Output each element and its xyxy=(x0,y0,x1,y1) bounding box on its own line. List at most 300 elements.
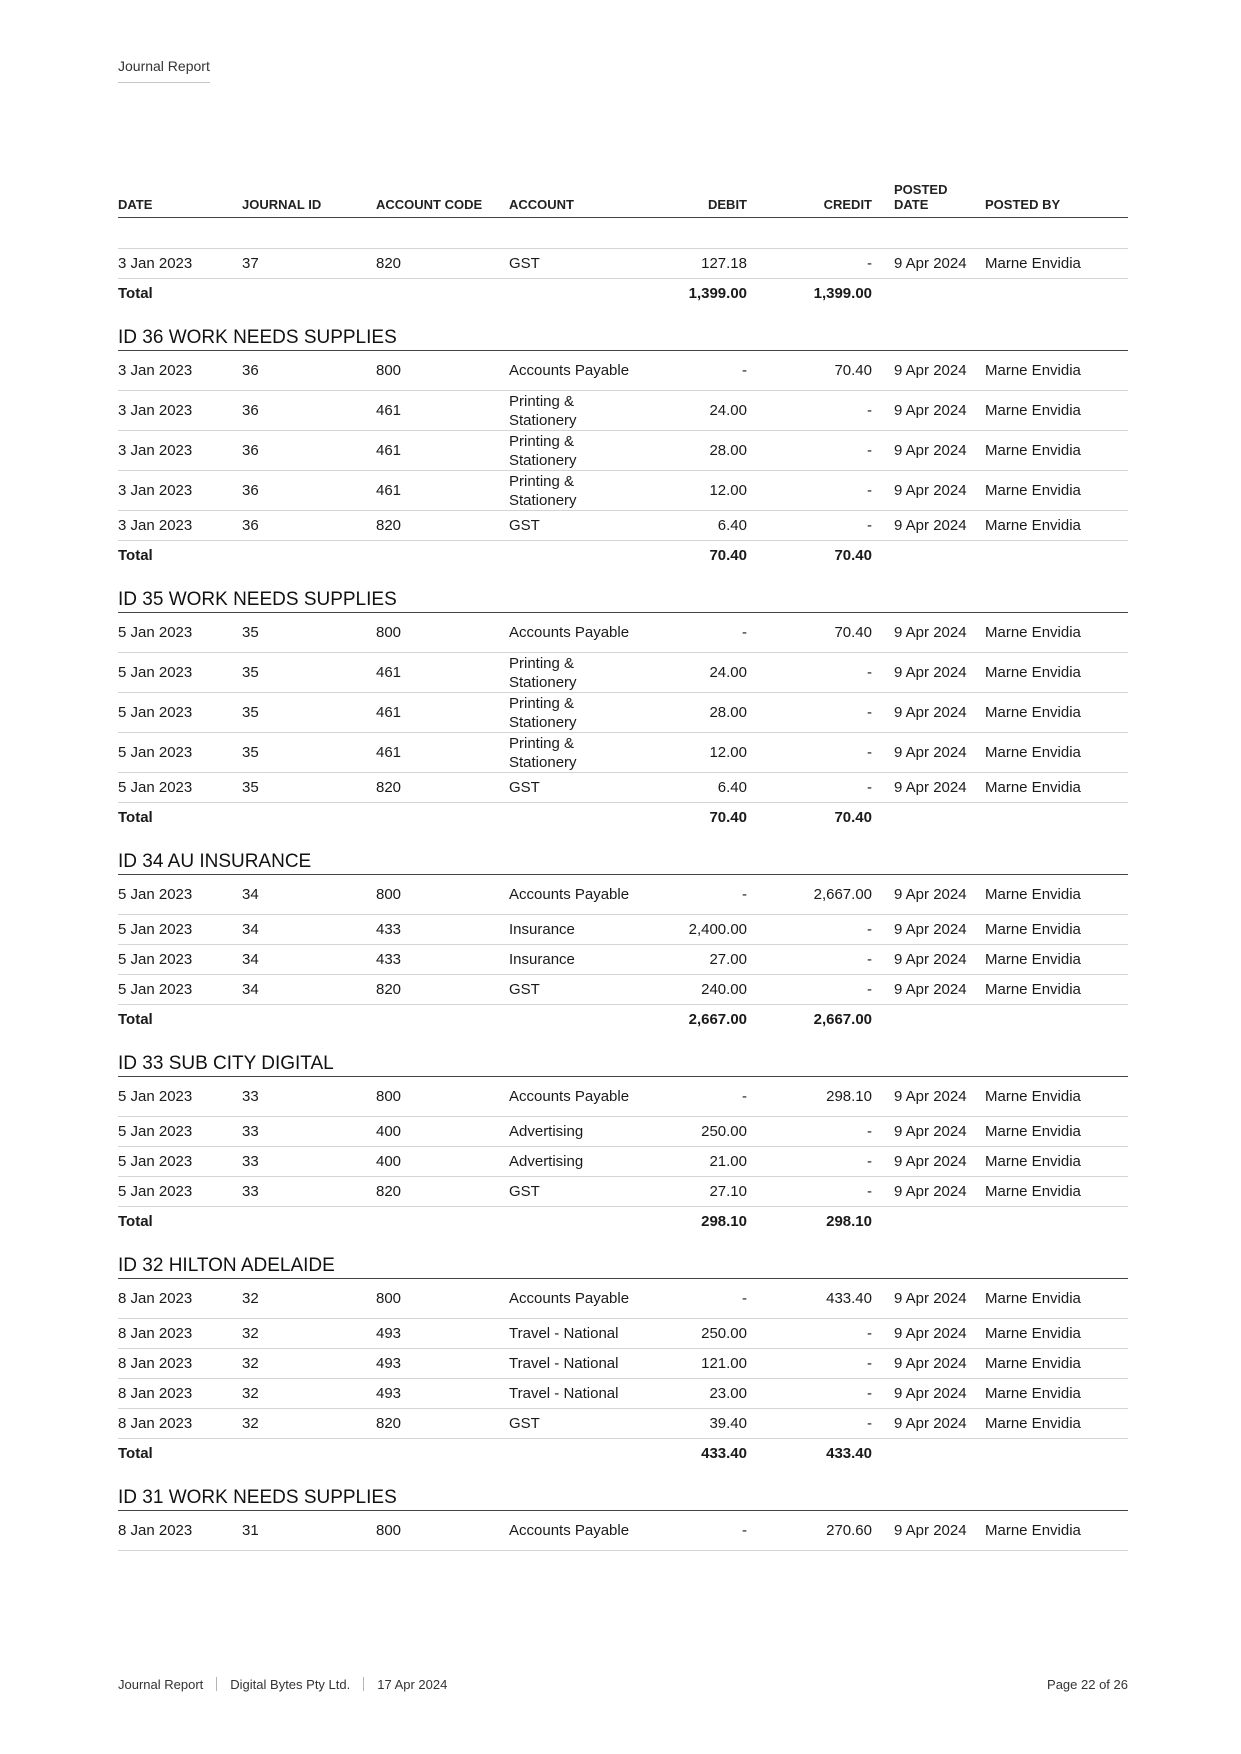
table-row xyxy=(118,653,1128,693)
total-debit: 433.40 xyxy=(701,1445,747,1462)
cell-journal-id: 32 xyxy=(242,1409,376,1439)
table-row xyxy=(118,945,1128,975)
table-row xyxy=(118,613,1128,653)
total-label: Total xyxy=(118,1011,153,1028)
cell-credit: - xyxy=(759,249,884,279)
footer-company: Digital Bytes Pty Ltd. xyxy=(230,1677,351,1692)
column-header-account-code: ACCOUNT CODE xyxy=(376,182,509,218)
table-row xyxy=(118,249,1128,279)
total-spacer xyxy=(884,541,1128,571)
total-debit: 2,667.00 xyxy=(688,1011,747,1028)
cell-posted-date: 9 Apr 2024 xyxy=(884,1117,985,1147)
cell-account-code: 400 xyxy=(376,1147,509,1177)
journal-table xyxy=(118,182,1128,1551)
cell-debit: 23.00 xyxy=(631,1379,759,1409)
cell-account: Insurance xyxy=(509,915,631,945)
group-spacer xyxy=(118,308,1128,323)
cell-posted-date: 9 Apr 2024 xyxy=(884,1409,985,1439)
cell-posted-by: Marne Envidia xyxy=(985,249,1128,279)
cell-date: 5 Jan 2023 xyxy=(118,975,242,1005)
table-row xyxy=(118,1077,1128,1117)
total-spacer xyxy=(884,279,1128,309)
cell-date: 5 Jan 2023 xyxy=(118,1077,242,1117)
cell-credit: - xyxy=(759,1177,884,1207)
cell-posted-date: 9 Apr 2024 xyxy=(884,431,985,471)
cell-account: Travel - National xyxy=(509,1379,631,1409)
table-row xyxy=(118,1379,1128,1409)
group-spacer xyxy=(118,1034,1128,1049)
group-header xyxy=(118,1251,1128,1279)
header-spacer xyxy=(118,218,1128,249)
table-row xyxy=(118,1117,1128,1147)
cell-debit: - xyxy=(631,351,759,391)
cell-date: 5 Jan 2023 xyxy=(118,773,242,803)
group-spacer xyxy=(118,1236,1128,1251)
cell-credit: 298.10 xyxy=(759,1077,884,1117)
cell-posted-by: Marne Envidia xyxy=(985,1117,1128,1147)
cell-date: 3 Jan 2023 xyxy=(118,391,242,431)
total-label: Total xyxy=(118,1445,153,1462)
cell-account: GST xyxy=(509,773,631,803)
cell-date: 3 Jan 2023 xyxy=(118,351,242,391)
footer-divider xyxy=(363,1677,364,1691)
cell-journal-id: 35 xyxy=(242,733,376,773)
cell-posted-date: 9 Apr 2024 xyxy=(884,653,985,693)
table-row xyxy=(118,1409,1128,1439)
group-header xyxy=(118,847,1128,875)
total-spacer xyxy=(884,803,1128,833)
cell-debit: 24.00 xyxy=(631,391,759,431)
cell-posted-by: Marne Envidia xyxy=(985,693,1128,733)
total-label: Total xyxy=(118,809,153,826)
cell-account-code: 820 xyxy=(376,773,509,803)
page-number: Page 22 of 26 xyxy=(1047,1677,1128,1692)
cell-posted-date: 9 Apr 2024 xyxy=(884,1279,985,1319)
group-header xyxy=(118,1483,1128,1511)
cell-date: 3 Jan 2023 xyxy=(118,431,242,471)
cell-credit: 270.60 xyxy=(759,1511,884,1551)
cell-debit: - xyxy=(631,875,759,915)
cell-account: Printing & Stationery xyxy=(509,391,631,431)
cell-date: 8 Jan 2023 xyxy=(118,1319,242,1349)
cell-journal-id: 35 xyxy=(242,773,376,803)
cell-posted-by: Marne Envidia xyxy=(985,1279,1128,1319)
total-debit: 1,399.00 xyxy=(688,285,747,302)
cell-posted-date: 9 Apr 2024 xyxy=(884,1177,985,1207)
cell-posted-date: 9 Apr 2024 xyxy=(884,1147,985,1177)
cell-date: 8 Jan 2023 xyxy=(118,1379,242,1409)
total-spacer xyxy=(242,1439,631,1469)
cell-posted-date: 9 Apr 2024 xyxy=(884,773,985,803)
cell-posted-by: Marne Envidia xyxy=(985,653,1128,693)
cell-credit: - xyxy=(759,975,884,1005)
cell-credit: 2,667.00 xyxy=(759,875,884,915)
cell-debit: 121.00 xyxy=(631,1349,759,1379)
cell-posted-by: Marne Envidia xyxy=(985,945,1128,975)
cell-account: GST xyxy=(509,511,631,541)
cell-journal-id: 35 xyxy=(242,693,376,733)
journal-report xyxy=(118,182,1128,1551)
table-header xyxy=(118,182,1128,218)
total-credit: 70.40 xyxy=(834,547,872,564)
document-title: Journal Report xyxy=(118,58,210,83)
cell-account-code: 493 xyxy=(376,1349,509,1379)
table-row xyxy=(118,733,1128,773)
cell-account-code: 820 xyxy=(376,975,509,1005)
table-row xyxy=(118,915,1128,945)
cell-posted-date: 9 Apr 2024 xyxy=(884,733,985,773)
cell-debit: - xyxy=(631,1511,759,1551)
cell-credit: - xyxy=(759,1147,884,1177)
cell-credit: - xyxy=(759,733,884,773)
total-debit: 70.40 xyxy=(709,547,747,564)
cell-account-code: 461 xyxy=(376,431,509,471)
cell-posted-by: Marne Envidia xyxy=(985,1409,1128,1439)
table-row xyxy=(118,391,1128,431)
cell-posted-by: Marne Envidia xyxy=(985,1511,1128,1551)
cell-account-code: 800 xyxy=(376,1077,509,1117)
cell-account-code: 433 xyxy=(376,915,509,945)
group-spacer xyxy=(118,570,1128,585)
cell-posted-date: 9 Apr 2024 xyxy=(884,693,985,733)
cell-posted-date: 9 Apr 2024 xyxy=(884,471,985,511)
cell-credit: - xyxy=(759,945,884,975)
cell-credit: - xyxy=(759,1117,884,1147)
cell-posted-by: Marne Envidia xyxy=(985,975,1128,1005)
cell-date: 5 Jan 2023 xyxy=(118,1117,242,1147)
cell-journal-id: 33 xyxy=(242,1147,376,1177)
cell-debit: - xyxy=(631,613,759,653)
column-header-date: DATE xyxy=(118,182,242,218)
cell-journal-id: 33 xyxy=(242,1177,376,1207)
cell-account: GST xyxy=(509,975,631,1005)
group-header xyxy=(118,323,1128,351)
cell-account-code: 461 xyxy=(376,471,509,511)
cell-date: 3 Jan 2023 xyxy=(118,249,242,279)
table-body xyxy=(118,218,1128,1551)
cell-account-code: 433 xyxy=(376,945,509,975)
cell-account-code: 461 xyxy=(376,653,509,693)
cell-date: 5 Jan 2023 xyxy=(118,875,242,915)
cell-journal-id: 32 xyxy=(242,1349,376,1379)
table-row xyxy=(118,773,1128,803)
cell-journal-id: 37 xyxy=(242,249,376,279)
cell-account: Printing & Stationery xyxy=(509,733,631,773)
total-credit: 298.10 xyxy=(826,1213,872,1230)
cell-debit: 6.40 xyxy=(631,511,759,541)
cell-journal-id: 32 xyxy=(242,1379,376,1409)
cell-posted-date: 9 Apr 2024 xyxy=(884,351,985,391)
cell-posted-by: Marne Envidia xyxy=(985,391,1128,431)
cell-account: GST xyxy=(509,1177,631,1207)
cell-journal-id: 35 xyxy=(242,653,376,693)
cell-journal-id: 36 xyxy=(242,391,376,431)
total-spacer xyxy=(884,1005,1128,1035)
cell-posted-by: Marne Envidia xyxy=(985,1147,1128,1177)
cell-journal-id: 34 xyxy=(242,975,376,1005)
cell-debit: 2,400.00 xyxy=(631,915,759,945)
cell-debit: 24.00 xyxy=(631,653,759,693)
cell-date: 5 Jan 2023 xyxy=(118,1177,242,1207)
group-spacer-cell xyxy=(118,308,1128,323)
cell-journal-id: 36 xyxy=(242,511,376,541)
total-credit: 2,667.00 xyxy=(813,1011,872,1028)
cell-posted-date: 9 Apr 2024 xyxy=(884,1319,985,1349)
cell-credit: - xyxy=(759,1379,884,1409)
cell-posted-by: Marne Envidia xyxy=(985,1319,1128,1349)
cell-account-code: 800 xyxy=(376,613,509,653)
cell-date: 5 Jan 2023 xyxy=(118,693,242,733)
group-spacer-cell xyxy=(118,570,1128,585)
cell-credit: - xyxy=(759,1349,884,1379)
cell-posted-by: Marne Envidia xyxy=(985,1077,1128,1117)
group-spacer xyxy=(118,1468,1128,1483)
cell-date: 8 Jan 2023 xyxy=(118,1349,242,1379)
cell-account-code: 820 xyxy=(376,1409,509,1439)
cell-posted-by: Marne Envidia xyxy=(985,915,1128,945)
cell-debit: 27.00 xyxy=(631,945,759,975)
total-label: Total xyxy=(118,1213,153,1230)
cell-account: Printing & Stationery xyxy=(509,693,631,733)
group-spacer-cell xyxy=(118,1034,1128,1049)
cell-posted-date: 9 Apr 2024 xyxy=(884,875,985,915)
cell-credit: 70.40 xyxy=(759,351,884,391)
total-debit: 298.10 xyxy=(701,1213,747,1230)
total-credit: 433.40 xyxy=(826,1445,872,1462)
cell-posted-date: 9 Apr 2024 xyxy=(884,1077,985,1117)
cell-debit: 27.10 xyxy=(631,1177,759,1207)
group-title: ID 32 HILTON ADELAIDE xyxy=(118,1251,1128,1279)
cell-journal-id: 33 xyxy=(242,1077,376,1117)
total-debit: 70.40 xyxy=(709,809,747,826)
total-spacer xyxy=(242,541,631,571)
cell-date: 5 Jan 2023 xyxy=(118,733,242,773)
cell-debit: 250.00 xyxy=(631,1117,759,1147)
total-row xyxy=(118,1207,1128,1237)
cell-debit: 28.00 xyxy=(631,431,759,471)
cell-credit: - xyxy=(759,471,884,511)
total-row xyxy=(118,803,1128,833)
cell-posted-by: Marne Envidia xyxy=(985,1379,1128,1409)
table-row xyxy=(118,693,1128,733)
cell-account: Accounts Payable xyxy=(509,1511,631,1551)
total-spacer xyxy=(242,803,631,833)
total-credit: 70.40 xyxy=(834,809,872,826)
cell-account-code: 800 xyxy=(376,351,509,391)
cell-journal-id: 32 xyxy=(242,1319,376,1349)
group-header xyxy=(118,1049,1128,1077)
group-spacer-cell xyxy=(118,832,1128,847)
cell-posted-by: Marne Envidia xyxy=(985,1177,1128,1207)
table-row xyxy=(118,1177,1128,1207)
cell-debit: 250.00 xyxy=(631,1319,759,1349)
total-credit: 1,399.00 xyxy=(813,285,872,302)
cell-credit: 70.40 xyxy=(759,613,884,653)
cell-journal-id: 36 xyxy=(242,471,376,511)
cell-journal-id: 32 xyxy=(242,1279,376,1319)
cell-debit: 127.18 xyxy=(631,249,759,279)
table-row xyxy=(118,1147,1128,1177)
group-spacer-cell xyxy=(118,1468,1128,1483)
cell-posted-date: 9 Apr 2024 xyxy=(884,391,985,431)
cell-account-code: 820 xyxy=(376,511,509,541)
table-row xyxy=(118,471,1128,511)
cell-date: 5 Jan 2023 xyxy=(118,1147,242,1177)
footer-divider xyxy=(216,1677,217,1691)
group-title: ID 34 AU INSURANCE xyxy=(118,847,1128,875)
cell-posted-date: 9 Apr 2024 xyxy=(884,975,985,1005)
total-spacer xyxy=(884,1207,1128,1237)
total-spacer xyxy=(242,279,631,309)
cell-posted-date: 9 Apr 2024 xyxy=(884,1379,985,1409)
total-row xyxy=(118,279,1128,309)
cell-debit: 240.00 xyxy=(631,975,759,1005)
cell-account-code: 800 xyxy=(376,1279,509,1319)
cell-date: 8 Jan 2023 xyxy=(118,1409,242,1439)
cell-account: Printing & Stationery xyxy=(509,653,631,693)
cell-date: 3 Jan 2023 xyxy=(118,471,242,511)
group-spacer xyxy=(118,832,1128,847)
cell-credit: - xyxy=(759,511,884,541)
cell-account: Insurance xyxy=(509,945,631,975)
cell-account: GST xyxy=(509,249,631,279)
cell-posted-date: 9 Apr 2024 xyxy=(884,1349,985,1379)
cell-date: 5 Jan 2023 xyxy=(118,653,242,693)
cell-journal-id: 33 xyxy=(242,1117,376,1147)
cell-account-code: 820 xyxy=(376,249,509,279)
total-spacer xyxy=(884,1439,1128,1469)
cell-posted-date: 9 Apr 2024 xyxy=(884,613,985,653)
column-header-debit: DEBIT xyxy=(631,182,759,218)
cell-account-code: 820 xyxy=(376,1177,509,1207)
cell-account: Travel - National xyxy=(509,1349,631,1379)
cell-posted-by: Marne Envidia xyxy=(985,471,1128,511)
cell-journal-id: 36 xyxy=(242,431,376,471)
cell-debit: 6.40 xyxy=(631,773,759,803)
cell-debit: 28.00 xyxy=(631,693,759,733)
cell-debit: 12.00 xyxy=(631,733,759,773)
cell-account: Accounts Payable xyxy=(509,351,631,391)
table-row xyxy=(118,351,1128,391)
cell-posted-by: Marne Envidia xyxy=(985,733,1128,773)
cell-debit: 39.40 xyxy=(631,1409,759,1439)
table-row xyxy=(118,875,1128,915)
cell-credit: - xyxy=(759,653,884,693)
footer-date: 17 Apr 2024 xyxy=(377,1677,448,1692)
total-row xyxy=(118,541,1128,571)
cell-posted-by: Marne Envidia xyxy=(985,613,1128,653)
cell-date: 5 Jan 2023 xyxy=(118,915,242,945)
cell-credit: - xyxy=(759,693,884,733)
column-header-posted-by: POSTED BY xyxy=(985,182,1128,218)
cell-date: 5 Jan 2023 xyxy=(118,613,242,653)
column-header-posted-date: POSTED DATE xyxy=(884,182,985,218)
cell-debit: - xyxy=(631,1077,759,1117)
group-title: ID 36 WORK NEEDS SUPPLIES xyxy=(118,323,1128,351)
cell-posted-date: 9 Apr 2024 xyxy=(884,1511,985,1551)
total-spacer xyxy=(242,1207,631,1237)
cell-date: 8 Jan 2023 xyxy=(118,1511,242,1551)
column-header-account: ACCOUNT xyxy=(509,182,631,218)
cell-account: Travel - National xyxy=(509,1319,631,1349)
cell-account-code: 461 xyxy=(376,733,509,773)
total-label: Total xyxy=(118,285,153,302)
cell-debit: - xyxy=(631,1279,759,1319)
table-row xyxy=(118,511,1128,541)
cell-date: 5 Jan 2023 xyxy=(118,945,242,975)
total-label: Total xyxy=(118,547,153,564)
cell-journal-id: 34 xyxy=(242,915,376,945)
cell-account: Accounts Payable xyxy=(509,613,631,653)
cell-debit: 12.00 xyxy=(631,471,759,511)
cell-account-code: 461 xyxy=(376,693,509,733)
cell-journal-id: 36 xyxy=(242,351,376,391)
cell-account-code: 493 xyxy=(376,1379,509,1409)
cell-account-code: 461 xyxy=(376,391,509,431)
column-header-credit: CREDIT xyxy=(759,182,884,218)
column-header-journal-id: JOURNAL ID xyxy=(242,182,376,218)
cell-posted-by: Marne Envidia xyxy=(985,773,1128,803)
cell-credit: - xyxy=(759,915,884,945)
group-title: ID 31 WORK NEEDS SUPPLIES xyxy=(118,1483,1128,1511)
cell-account-code: 800 xyxy=(376,1511,509,1551)
table-row xyxy=(118,1349,1128,1379)
table-row xyxy=(118,975,1128,1005)
cell-debit: 21.00 xyxy=(631,1147,759,1177)
cell-account: Advertising xyxy=(509,1147,631,1177)
cell-account-code: 493 xyxy=(376,1319,509,1349)
cell-account: GST xyxy=(509,1409,631,1439)
table-row xyxy=(118,1279,1128,1319)
cell-credit: - xyxy=(759,773,884,803)
cell-posted-by: Marne Envidia xyxy=(985,511,1128,541)
group-title: ID 35 WORK NEEDS SUPPLIES xyxy=(118,585,1128,613)
cell-account: Advertising xyxy=(509,1117,631,1147)
group-header xyxy=(118,585,1128,613)
cell-date: 3 Jan 2023 xyxy=(118,511,242,541)
cell-account: Printing & Stationery xyxy=(509,431,631,471)
table-row xyxy=(118,1511,1128,1551)
cell-posted-date: 9 Apr 2024 xyxy=(884,915,985,945)
cell-posted-by: Marne Envidia xyxy=(985,431,1128,471)
group-spacer-cell xyxy=(118,1236,1128,1251)
total-spacer xyxy=(242,1005,631,1035)
cell-credit: - xyxy=(759,1409,884,1439)
cell-posted-by: Marne Envidia xyxy=(985,1349,1128,1379)
cell-journal-id: 34 xyxy=(242,875,376,915)
cell-account: Printing & Stationery xyxy=(509,471,631,511)
cell-journal-id: 35 xyxy=(242,613,376,653)
group-title: ID 33 SUB CITY DIGITAL xyxy=(118,1049,1128,1077)
cell-account: Accounts Payable xyxy=(509,875,631,915)
footer-report-name: Journal Report xyxy=(118,1677,204,1692)
cell-posted-date: 9 Apr 2024 xyxy=(884,945,985,975)
cell-credit: 433.40 xyxy=(759,1279,884,1319)
cell-account: Accounts Payable xyxy=(509,1077,631,1117)
cell-account: Accounts Payable xyxy=(509,1279,631,1319)
cell-account-code: 400 xyxy=(376,1117,509,1147)
cell-journal-id: 31 xyxy=(242,1511,376,1551)
table-row xyxy=(118,1319,1128,1349)
cell-credit: - xyxy=(759,1319,884,1349)
page-footer xyxy=(118,1677,1128,1692)
table-row xyxy=(118,431,1128,471)
cell-date: 8 Jan 2023 xyxy=(118,1279,242,1319)
cell-credit: - xyxy=(759,391,884,431)
cell-account-code: 800 xyxy=(376,875,509,915)
cell-credit: - xyxy=(759,431,884,471)
total-row xyxy=(118,1439,1128,1469)
